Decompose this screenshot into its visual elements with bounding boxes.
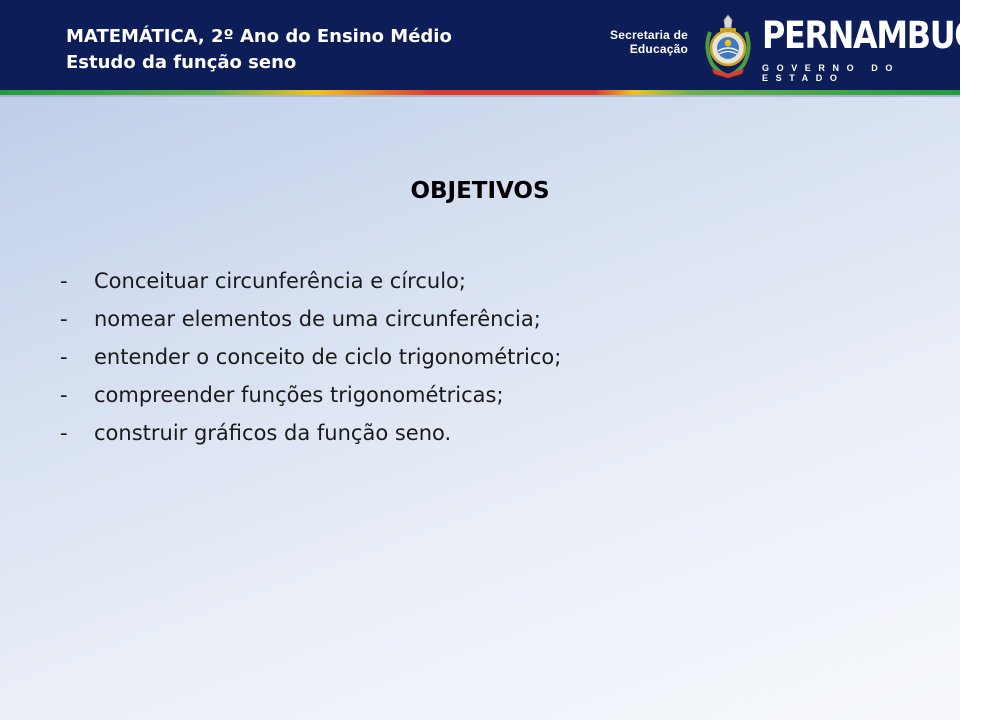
objective-text: construir gráficos da função seno. xyxy=(94,421,452,445)
list-item xyxy=(60,262,561,300)
header-topic: Estudo da função seno xyxy=(66,52,297,73)
list-item xyxy=(60,338,561,376)
secretaria-line2: Educação xyxy=(629,42,688,56)
list-item xyxy=(60,300,561,338)
bullet-dash: - xyxy=(60,307,68,331)
bullet-dash: - xyxy=(60,269,68,293)
objective-text: Conceituar circunferência e círculo; xyxy=(94,269,466,293)
bullet-dash: - xyxy=(60,345,68,369)
header-subject: MATEMÁTICA, 2º Ano do Ensino Médio xyxy=(66,26,452,47)
list-item xyxy=(60,414,561,452)
government-logo xyxy=(604,14,1002,83)
list-item xyxy=(60,376,561,414)
stripe-divider xyxy=(0,95,960,97)
objective-text: entender o conceito de ciclo trigonométrico; xyxy=(94,345,562,369)
bullet-dash: - xyxy=(60,383,68,407)
objectives-list xyxy=(60,262,561,452)
state-name: PERNAMBUCO xyxy=(762,14,1002,57)
bullet-dash: - xyxy=(60,421,68,445)
objective-text: compreender funções trigonométricas; xyxy=(94,383,504,407)
header-bar xyxy=(0,0,1002,90)
section-title: OBJETIVOS xyxy=(410,178,550,204)
secretaria-line1: Secretaria de xyxy=(610,28,688,42)
header-title xyxy=(66,24,452,76)
objective-text: nomear elementos de uma circunferência; xyxy=(94,307,541,331)
pernambuco-coat-of-arms-icon xyxy=(700,14,756,80)
governo-label: GOVERNO DO ESTADO xyxy=(762,63,901,83)
secretaria-label xyxy=(604,28,688,56)
